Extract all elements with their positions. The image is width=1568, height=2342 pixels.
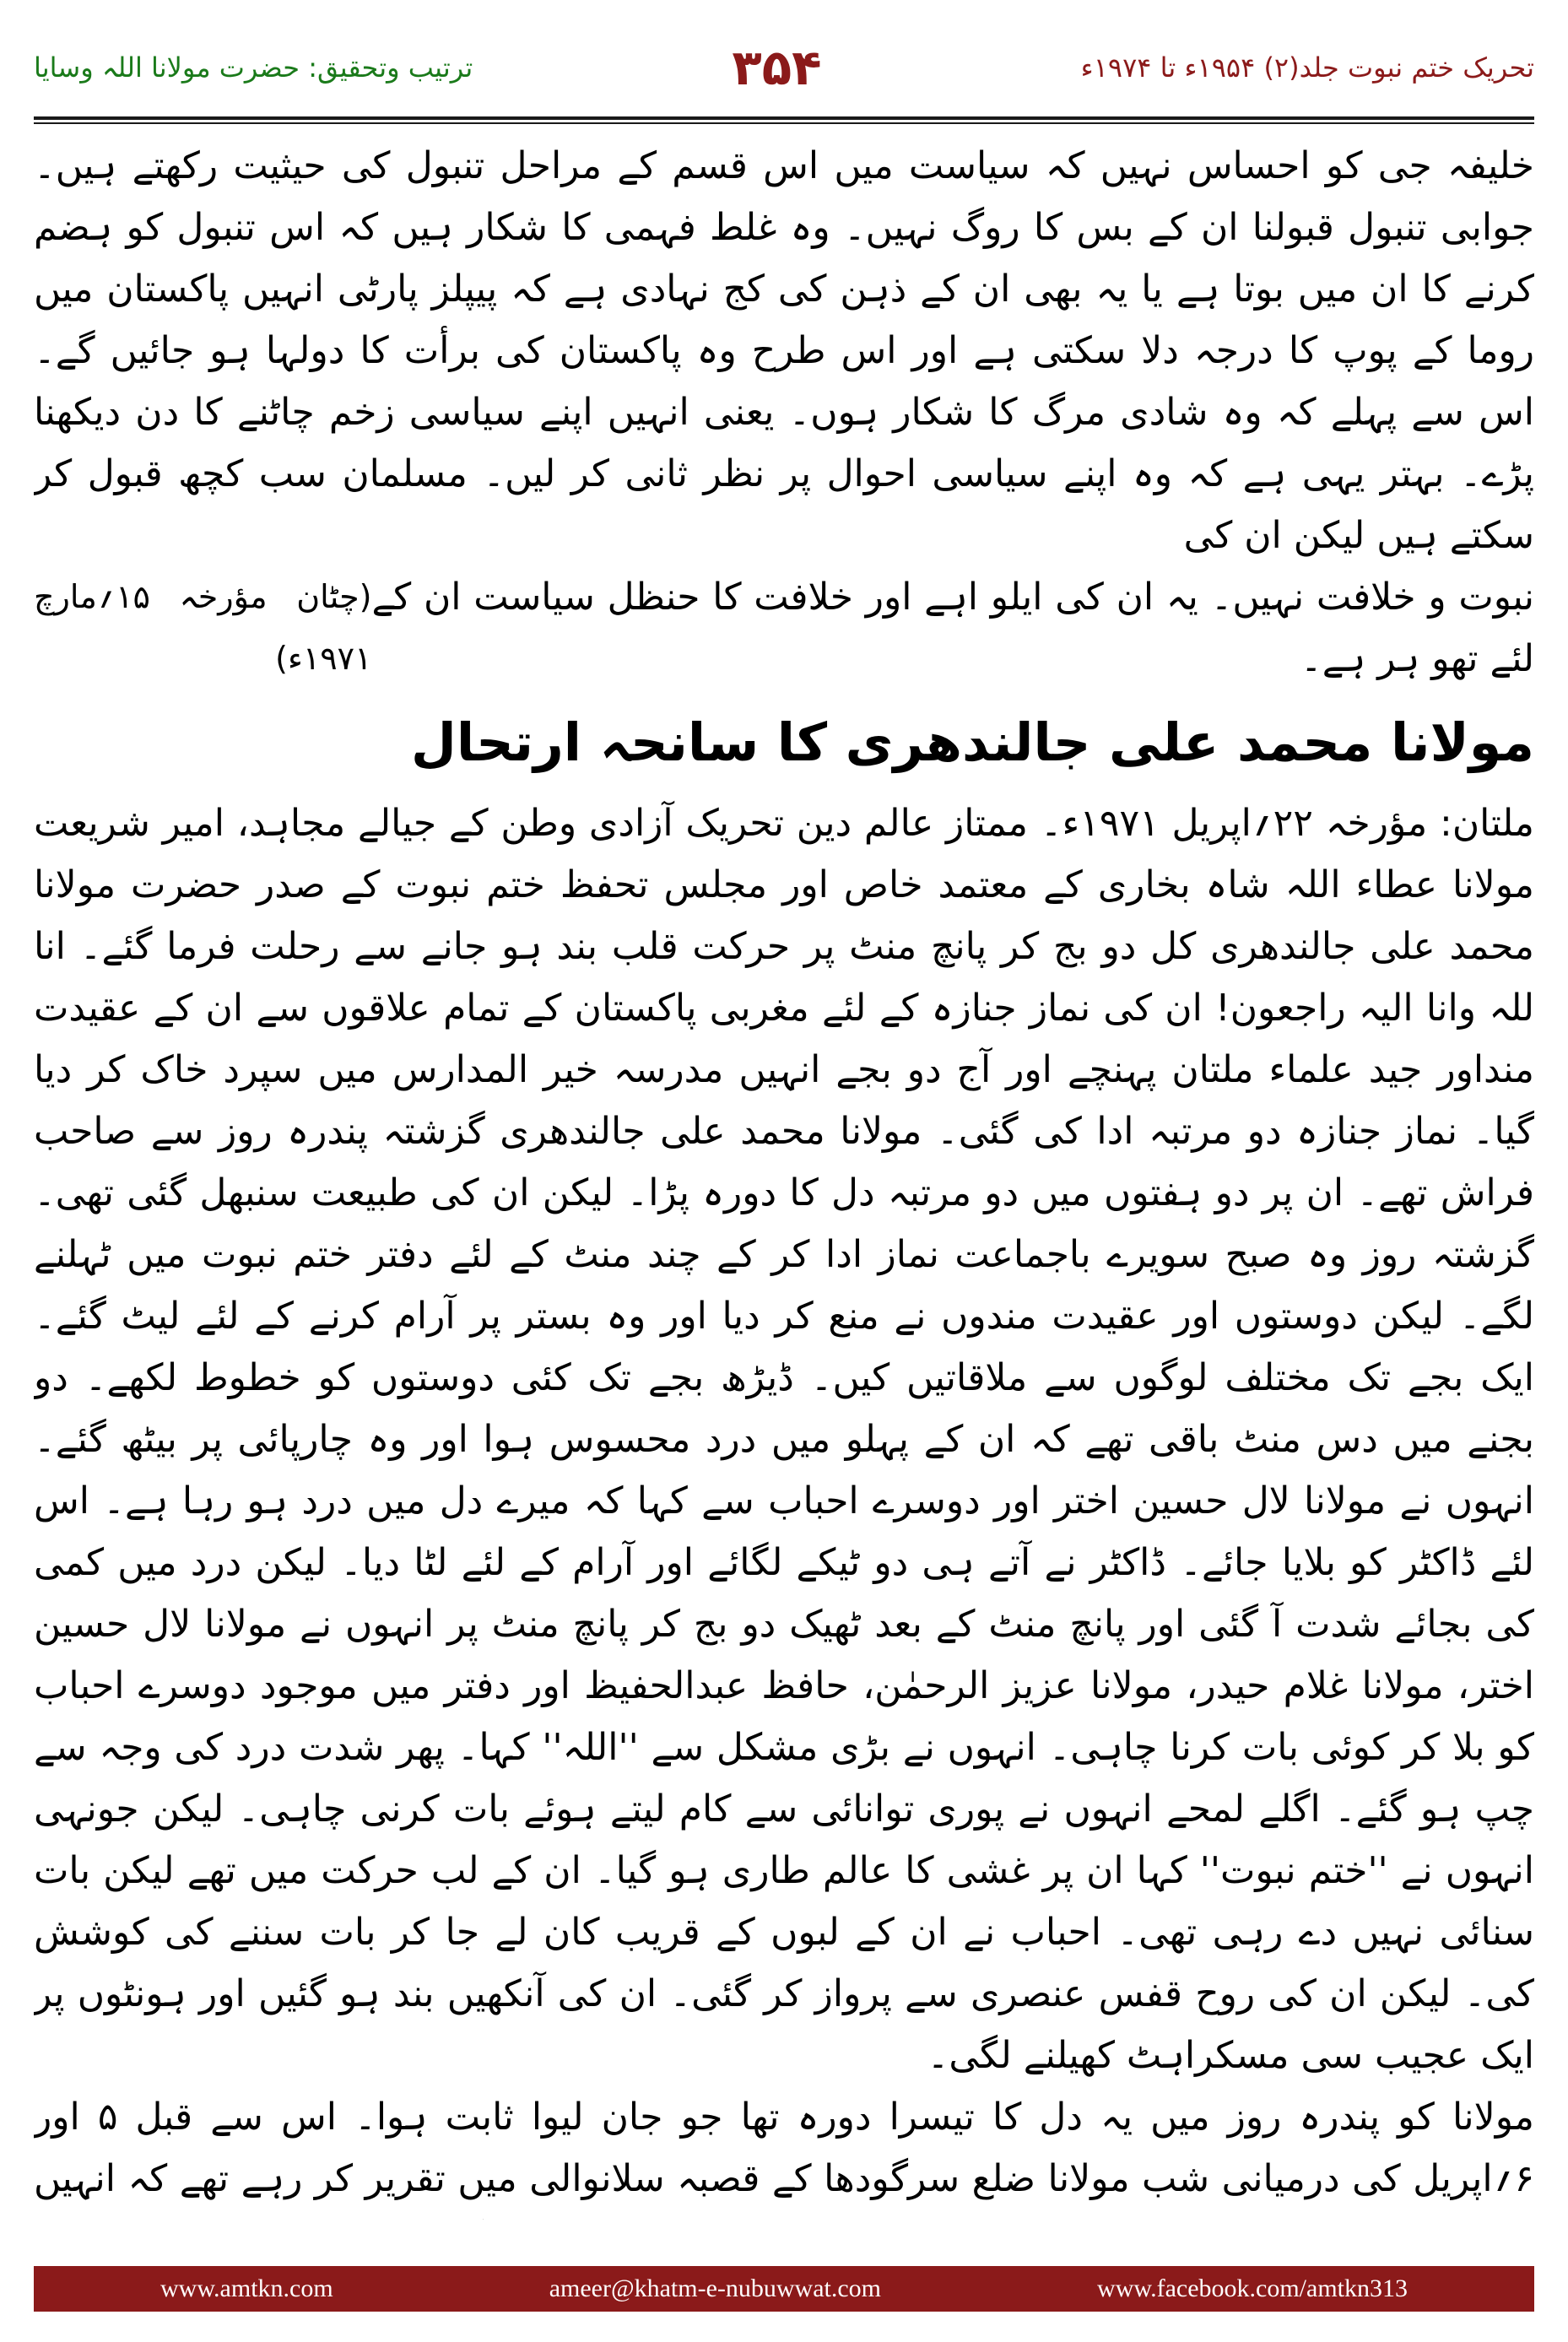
footer-website-link[interactable]: www.amtkn.com <box>160 2274 333 2302</box>
footer-email-link[interactable]: ameer@khatm-e-nubuwwat.com <box>549 2274 882 2302</box>
article2-paragraph-2: مولانا کو پندرہ روز میں یہ دل کا تیسرا دورہ تھا جو جان لیوا ثابت ہوا۔ اس سے قبل ۵ اور ۶؍اپریل کی درمیانی شب مولانا ضلع سرگودھا کے قصبہ سلانوالی میں تقریر کر رہے تھے کہ انہیں <box>34 2096 1534 2200</box>
article2-heading: مولانا محمد علی جالندھری کا سانحہ ارتحال <box>411 711 1534 773</box>
page-header <box>34 25 1534 110</box>
compiler-credit: ترتیب وتحقیق: حضرت مولانا اللہ وسایا <box>34 51 473 84</box>
page-number: ۳۵۴ <box>732 39 822 96</box>
article1-last-line: نبوت و خلافت نہیں۔ یہ ان کی ایلو اہے اور خلافت کا حنظل سیاست ان کے لئے تھو ہر ہے۔ <box>371 576 1534 680</box>
page-body <box>34 135 1534 2220</box>
article1-citation: (چٹان مؤرخہ ۱۵؍مارچ ۱۹۷۱ء) <box>34 578 372 677</box>
page-footer <box>34 2266 1534 2312</box>
header-divider <box>34 116 1534 124</box>
book-title: تحریک ختم نبوت جلد(۲) ۱۹۵۴ء تا ۱۹۷۴ء <box>1080 51 1534 84</box>
footer-facebook-link[interactable]: www.facebook.com/amtkn313 <box>1097 2274 1408 2302</box>
article2-paragraph-1: ملتان: مؤرخہ ۲۲؍اپریل ۱۹۷۱ء۔ ممتاز عالم دین تحریک آزادی وطن کے جیالے مجاہد، امیر شریعت مولانا عطاء اللہ شاہ بخاری کے معتمد خاص اور مجلس تحفظ ختم نبوت کے صدر حضرت مولانا محمد علی جالندھری کل دو بج کر پانچ منٹ پر حرکت قلب بند ہو جانے سے رحلت فرما گئے۔ انا للہ وانا الیہ راجعون! ان کی نماز جنازہ کے لئے مغربی پاکستان کے تمام علاقوں سے ان کے عقیدت منداور جید علماء ملتان پہنچے اور آج دو بجے انہیں مدرسہ خیر المدارس میں سپرد خاک کر دیا گیا۔ نماز جنازہ دو مرتبہ ادا کی گئی۔ مولانا محمد علی جالندھری گزشتہ پندرہ روز سے صاحب فراش تھے۔ ان پر دو ہفتوں میں دو مرتبہ دل کا دورہ پڑا۔ لیکن ان کی طبیعت سنبھل گئی تھی۔ گزشتہ روز وہ صبح سویرے باجماعت نماز ادا کر کے چند منٹ کے لئے دفتر ختم نبوت میں ٹہلنے لگے۔ لیکن دوستوں اور عقیدت مندوں نے منع کر دیا اور وہ بستر پر آرام کرنے کے لئے لیٹ گئے۔ ایک بجے تک مختلف لوگوں سے ملاقاتیں کیں۔ ڈیڑھ بجے تک کئی دوستوں کو خطوط لکھے۔ دو بجنے میں دس منٹ باقی تھے کہ ان کے پہلو میں درد محسوس ہوا اور وہ چارپائی پر بیٹھ گئے۔ انہوں نے مولانا لال حسین اختر اور دوسرے احباب سے کہا کہ میرے دل میں درد ہو رہا ہے۔ اس لئے ڈاکٹر کو بلایا جائے۔ ڈاکٹر نے آتے ہی دو ٹیکے لگائے اور آرام کے لئے لٹا دیا۔ لیکن درد میں کمی کی بجائے شدت آ گئی اور پانچ منٹ کے بعد ٹھیک دو بج کر پانچ منٹ پر انہوں نے مولانا لال حسین اختر، مولانا غلام حیدر، مولانا عزیز الرحمٰن، حافظ عبدالحفیظ اور دفتر میں موجود دوسرے احباب کو بلا کر کوئی بات کرنا چاہی۔ انہوں نے بڑی مشکل سے ''اللہ'' کہا۔ پھر شدت درد کی وجہ سے چپ ہو گئے۔ اگلے لمحے انہوں نے پوری توانائی سے کام لیتے ہوئے بات کرنی چاہی۔ لیکن جونہی انہوں نے ''ختم نبوت'' کہا ان پر غشی کا عالم طاری ہو گیا۔ ان کے لب حرکت میں تھے لیکن بات سنائی نہیں دے رہی تھی۔ احباب نے ان کے لبوں کے قریب کان لے جا کر بات سننے کی کوشش کی۔ لیکن ان کی روح قفس عنصری سے پرواز کر گئی۔ ان کی آنکھیں بند ہو گئیں اور ہونٹوں پر ایک عجیب سی مسکراہٹ کھیلنے لگی۔ <box>34 802 1534 2077</box>
article1-paragraph: خلیفہ جی کو احساس نہیں کہ سیاست میں اس قسم کے مراحل تنبول کی حیثیت رکھتے ہیں۔ جوابی تنبول قبولنا ان کے بس کا روگ نہیں۔ وہ غلط فہمی کا شکار ہیں کہ اس تنبول کو ہضم کرنے کا ان میں بوتا ہے یا یہ بھی ان کے ذہن کی کج نہادی ہے کہ پیپلز پارٹی انہیں پاکستان میں روما کے پوپ کا درجہ دلا سکتی ہے اور اس طرح وہ پاکستان کی برأت کا دولہا ہو جائیں گے۔ اس سے پہلے کہ وہ شادی مرگ کا شکار ہوں۔ یعنی انہیں اپنے سیاسی زخم چاٹنے کا دن دیکھنا پڑے۔ بہتر یہی ہے کہ وہ اپنے سیاسی احوال پر نظر ثانی کر لیں۔ مسلمان سب کچھ قبول کر سکتے ہیں لیکن ان کی <box>34 144 1534 557</box>
article1-closing-line <box>34 566 1534 690</box>
